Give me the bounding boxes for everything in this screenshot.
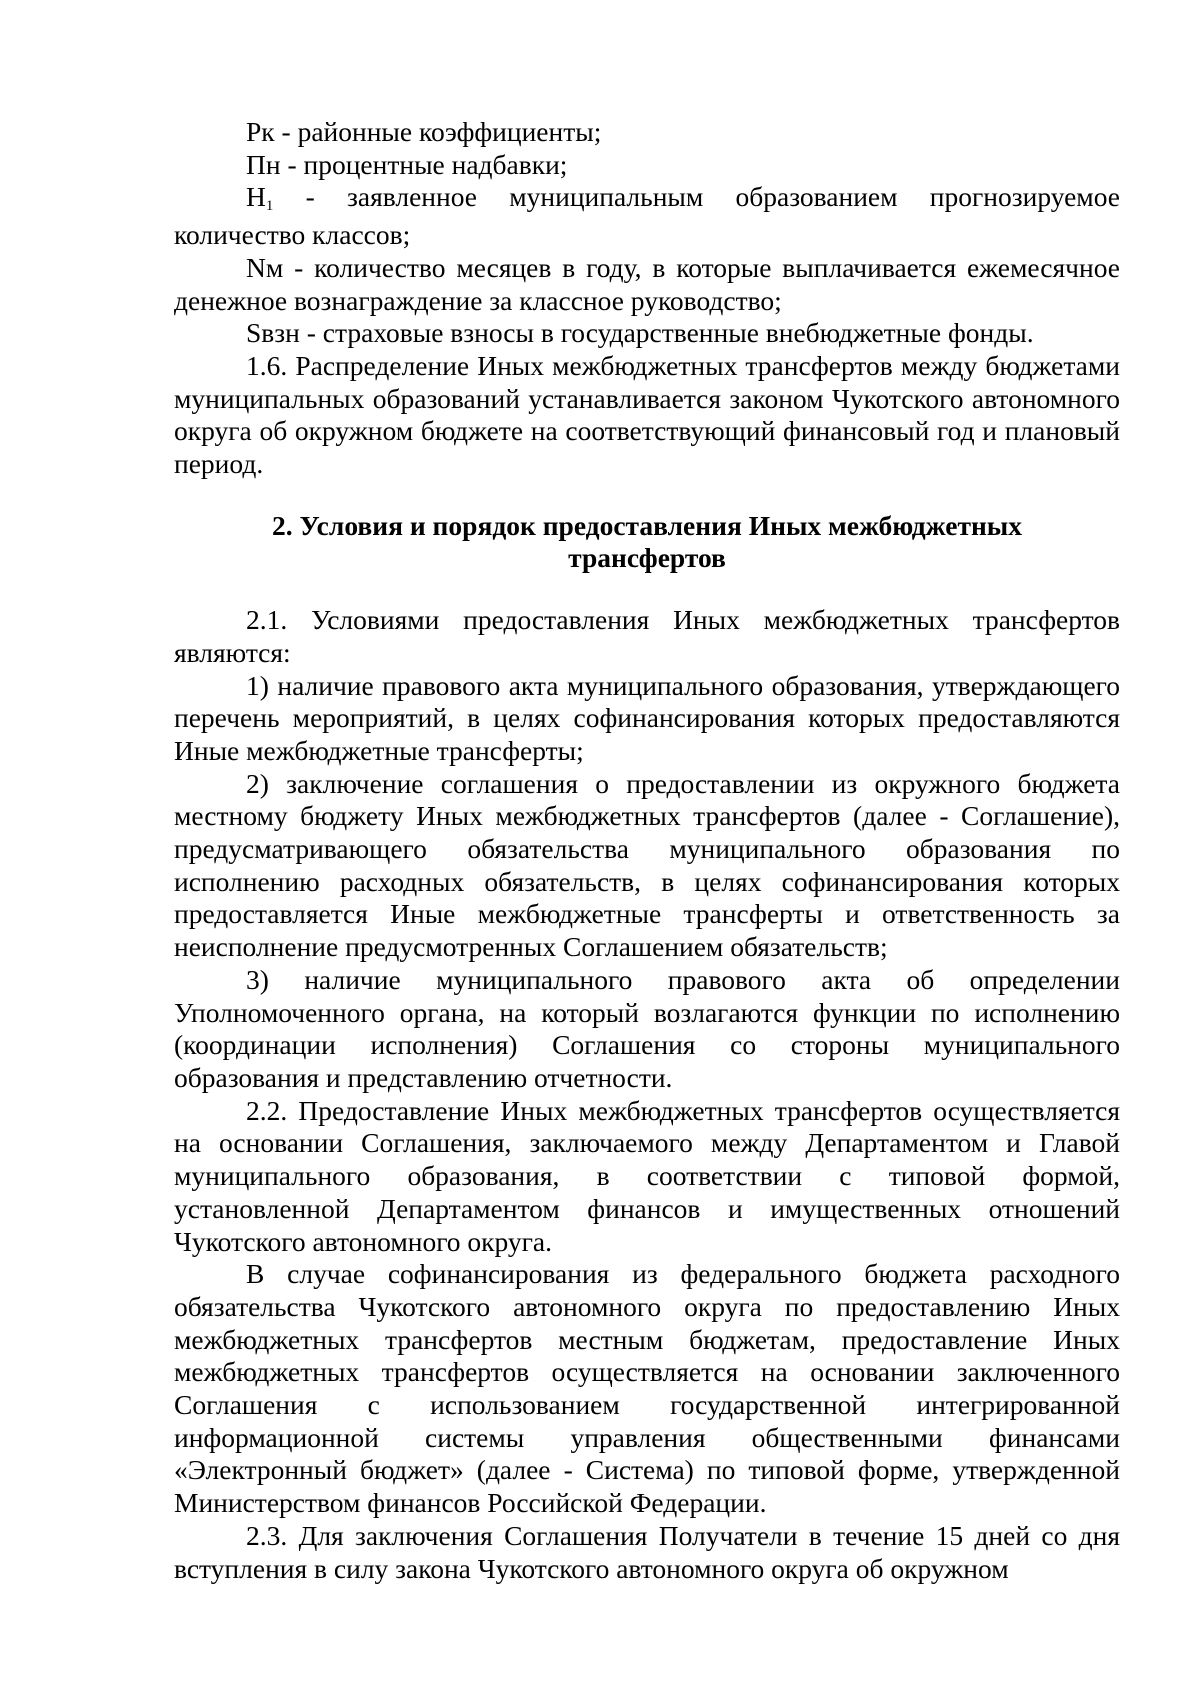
definition-n1 <box>174 181 1120 251</box>
paragraph-2-2: 2.2. Предоставление Иных межбюджетных трансфертов осуществляется на основании Соглашения, заключаемого между Департаментом и Главой муниципального образования, в соответствии с типовой формой, установленной Департаментом финансов и имущественных отношений Чукотского автономного округа. <box>174 1094 1120 1257</box>
definition-text: - районные коэффициенты; <box>274 116 602 147</box>
paragraph-2-3: 2.3. Для заключения Соглашения Получатели в течение 15 дней со дня вступления в силу закона Чукотского автономного округа об окружном <box>174 1519 1120 1584</box>
definition-symbol: Sвзн <box>246 317 300 349</box>
definition-text: - процентные надбавки; <box>280 148 568 180</box>
definition-svzn <box>174 317 1120 350</box>
definition-nm <box>174 252 1120 317</box>
definition-symbol: Н <box>246 181 266 213</box>
paragraph-2-1-item-2: 2) заключение соглашения о предоставлении из окружного бюджета местному бюджету Иных межбюджетных трансфертов (далее - Соглашение), предусматривающего обязательства муниципального образования по исполнению расходных обязательств, в целях софинансирования которых предоставляется Иные межбюджетные трансферты и ответственность за неисполнение предусмотренных Соглашением обязательств; <box>174 767 1120 963</box>
paragraph-1-6: 1.6. Распределение Иных межбюджетных трансфертов между бюджетами муниципальных образований устанавливается законом Чукотского автономного округа об окружном бюджете на соответствующий финансовый год и плановый период. <box>174 349 1120 480</box>
definition-symbol: Рк <box>246 116 275 147</box>
definition-text: - количество месяцев в году, в которые выплачивается ежемесячное денежное вознаграждение за классное руководство; <box>174 251 1120 316</box>
document-page <box>174 116 1120 1585</box>
definition-text: - заявленное муниципальным образованием прогнозируемое количество классов; <box>174 181 1120 251</box>
paragraph-2-1: 2.1. Условиями предоставления Иных межбюджетных трансфертов являются: <box>174 604 1120 668</box>
section-2-heading: 2. Условия и порядок предоставления Иных межбюджетных трансфертов <box>271 509 1023 574</box>
definition-pn <box>174 149 1120 182</box>
definition-symbol: Пн <box>246 148 281 180</box>
paragraph-2-1-item-3: 3) наличие муниципального правового акта об определении Уполномоченного органа, на который возлагаются функции по исполнению (координации исполнения) Соглашения со стороны муниципального образования и представлению отчетности. <box>174 963 1120 1093</box>
definition-symbol: Nм <box>246 251 284 283</box>
definition-subscript: 1 <box>265 198 274 215</box>
paragraph-2-1-item-1: 1) наличие правового акта муниципального образования, утверждающего перечень мероприятий, в целях софинансирования которых предоставляются Иные межбюджетные трансферты; <box>174 669 1120 766</box>
paragraph-2-2-cofinancing: В случае софинансирования из федерального бюджета расходного обязательства Чукотского автономного округа по предоставлению Иных межбюджетных трансфертов местным бюджетам, предоставление Иных межбюджетных трансфертов осуществляется на основании заключенного Соглашения с использованием государственной интегрированной информационной системы управления общественными финансами «Электронный бюджет» (далее - Система) по типовой форме, утвержденной Министерством финансов Российской Федерации. <box>174 1258 1120 1519</box>
definition-text: - страховые взносы в государственные внебюджетные фонды. <box>299 317 1034 349</box>
definition-rk <box>174 116 1120 149</box>
